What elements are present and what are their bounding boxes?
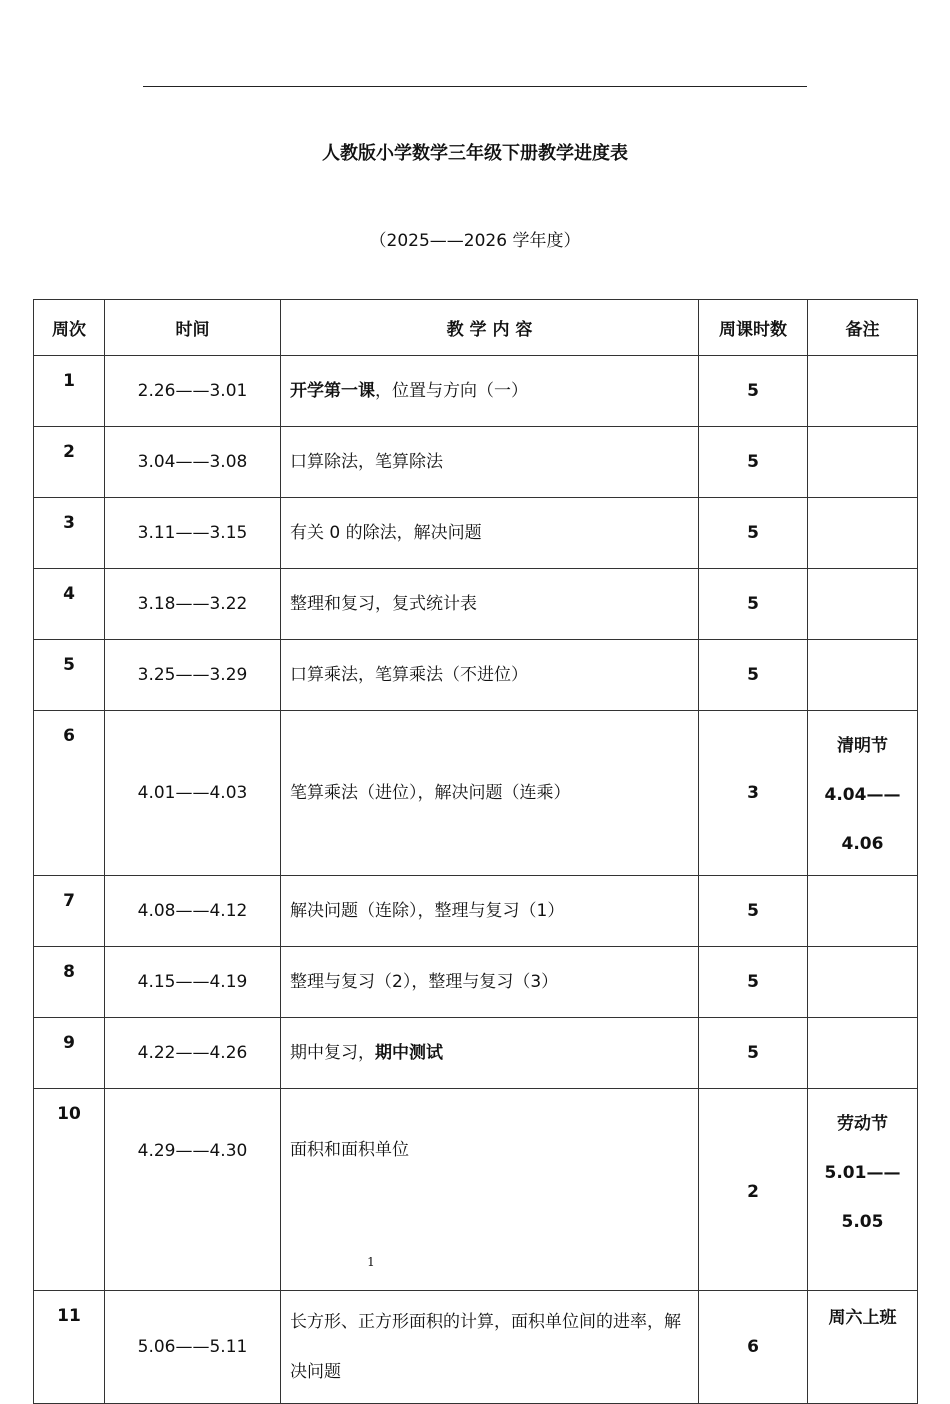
content-cell: 整理与复习（2），整理与复习（3）: [281, 947, 699, 1018]
holiday-end: 4.06: [841, 834, 884, 854]
note-text: 周六上班: [828, 1308, 897, 1328]
content-cell: 解决问题（连除），整理与复习（1）: [281, 876, 699, 947]
note-cell: [808, 876, 918, 947]
week-cell: 4: [34, 569, 105, 640]
academic-year: （2025——2026 学年度）: [369, 231, 581, 251]
week-cell: 10: [34, 1089, 105, 1291]
table-row: [34, 569, 918, 640]
time-cell: 2.26——3.01: [105, 356, 281, 427]
table-row: [34, 876, 918, 947]
hours-cell: 5: [699, 1018, 808, 1089]
note-cell: [808, 1018, 918, 1089]
note-cell: [808, 498, 918, 569]
header-content: 教 学 内 容: [281, 300, 699, 356]
page-number: 1: [367, 1255, 375, 1269]
header-rule: [143, 86, 807, 87]
week-cell: 3: [34, 498, 105, 569]
content-cell: 口算乘法，笔算乘法（不进位）: [281, 640, 699, 711]
week-cell: 2: [34, 427, 105, 498]
holiday-name: 清明节: [837, 736, 888, 756]
time-cell: 3.25——3.29: [105, 640, 281, 711]
time-cell: 5.06——5.11: [105, 1291, 281, 1404]
hours-cell: 5: [699, 876, 808, 947]
holiday-name: 劳动节: [837, 1114, 888, 1134]
table-header-row: [34, 300, 918, 356]
note-cell: [808, 569, 918, 640]
table-row: [34, 947, 918, 1018]
content-cell: 面积和面积单位: [281, 1089, 699, 1291]
week-cell: 5: [34, 640, 105, 711]
table-row: [34, 640, 918, 711]
content-cell: [281, 1018, 699, 1089]
hours-cell: 5: [699, 427, 808, 498]
time-cell: 4.01——4.03: [105, 711, 281, 876]
note-cell: [808, 947, 918, 1018]
week-cell: 7: [34, 876, 105, 947]
week-cell: 6: [34, 711, 105, 876]
content-cell: 口算除法，笔算除法: [281, 427, 699, 498]
week-cell: 8: [34, 947, 105, 1018]
hours-cell: 5: [699, 498, 808, 569]
time-cell: 3.11——3.15: [105, 498, 281, 569]
content-cell: 整理和复习，复式统计表: [281, 569, 699, 640]
header-hours: 周课时数: [699, 300, 808, 356]
content-cell: [281, 356, 699, 427]
hours-cell: 5: [699, 640, 808, 711]
content-bold: 开学第一课: [290, 381, 375, 401]
header-week: 周次: [34, 300, 105, 356]
time-cell: 4.15——4.19: [105, 947, 281, 1018]
hours-cell: 6: [699, 1291, 808, 1404]
content-cell: 笔算乘法（进位），解决问题（连乘）: [281, 711, 699, 876]
schedule-table: [33, 299, 918, 1404]
content-text: 期中复习，: [290, 1043, 375, 1063]
hours-cell: 5: [699, 569, 808, 640]
table-row: [34, 711, 918, 876]
time-cell: 4.08——4.12: [105, 876, 281, 947]
hours-cell: 2: [699, 1089, 808, 1291]
table-row: [34, 356, 918, 427]
hours-cell: 3: [699, 711, 808, 876]
document-title: 人教版小学数学三年级下册教学进度表: [322, 143, 628, 164]
content-bold: 期中测试: [375, 1043, 443, 1063]
time-cell: 4.29——4.30: [105, 1089, 281, 1291]
week-cell: 1: [34, 356, 105, 427]
header-note: 备注: [808, 300, 918, 356]
hours-cell: 5: [699, 356, 808, 427]
content-text: ，位置与方向（一）: [375, 381, 528, 401]
time-cell: 3.18——3.22: [105, 569, 281, 640]
holiday-end: 5.05: [841, 1212, 884, 1232]
holiday-start: 5.01——: [824, 1163, 901, 1183]
table-row: [34, 1018, 918, 1089]
hours-cell: 5: [699, 947, 808, 1018]
holiday-start: 4.04——: [824, 785, 901, 805]
content-cell: 长方形、正方形面积的计算，面积单位间的进率，解决问题: [281, 1291, 699, 1404]
table-row: [34, 427, 918, 498]
note-cell: [808, 711, 918, 876]
table-row: [34, 498, 918, 569]
week-cell: 9: [34, 1018, 105, 1089]
header-time: 时间: [105, 300, 281, 356]
note-cell: [808, 356, 918, 427]
week-cell: 11: [34, 1291, 105, 1404]
note-cell: [808, 1291, 918, 1404]
note-cell: [808, 640, 918, 711]
table-row: [34, 1291, 918, 1404]
content-cell: 有关 0 的除法，解决问题: [281, 498, 699, 569]
time-cell: 4.22——4.26: [105, 1018, 281, 1089]
note-cell: [808, 427, 918, 498]
time-cell: 3.04——3.08: [105, 427, 281, 498]
note-cell: [808, 1089, 918, 1291]
